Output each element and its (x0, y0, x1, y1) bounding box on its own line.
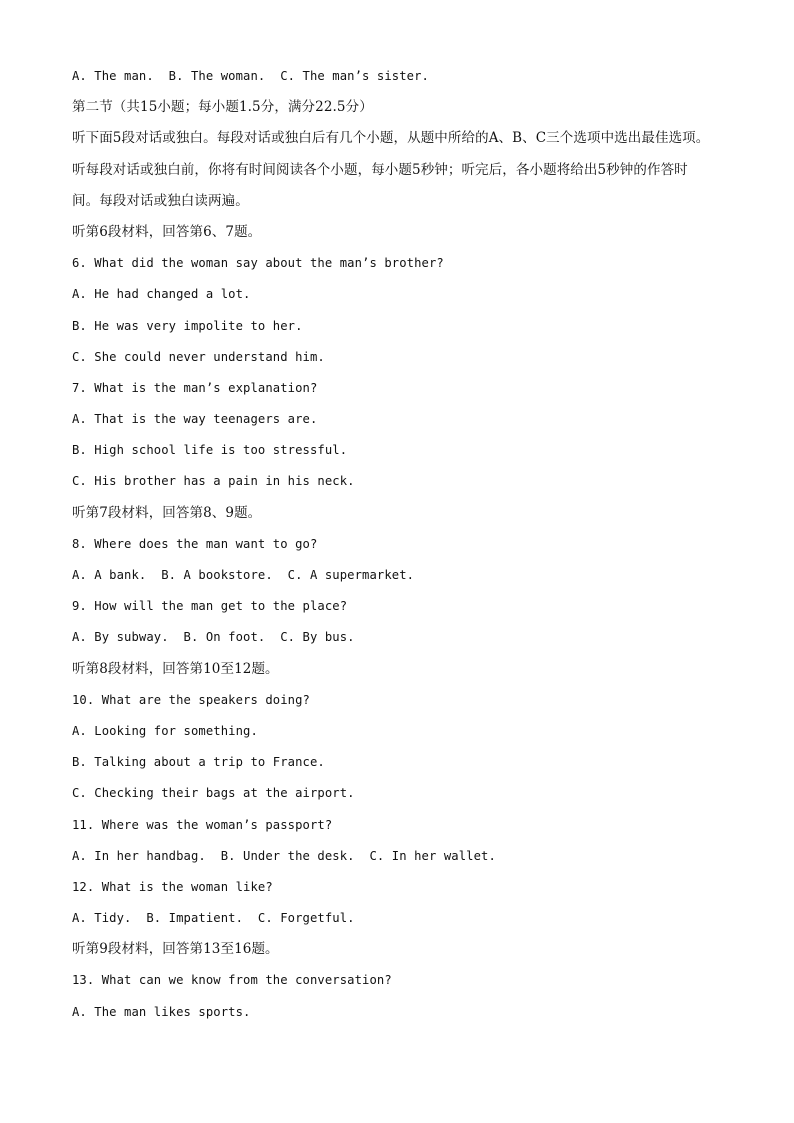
option-line: A. Tidy. B. Impatient. C. Forgetful. (72, 911, 355, 926)
option-line: B. Talking about a trip to France. (72, 755, 325, 770)
option-line: A. That is the way teenagers are. (72, 412, 318, 427)
question-10: 10. What are the speakers doing? (72, 692, 310, 707)
question-11: 11. Where was the woman’s passport? (72, 817, 333, 832)
text-line: A. The man. B. The woman. C. The man’s sister. (72, 69, 429, 83)
question-9: 9. How will the man get to the place? (72, 599, 348, 614)
option-line: A. By subway. B. On foot. C. By bus. (72, 630, 355, 645)
option-line: C. She could never understand him. (72, 349, 325, 364)
option-line: B. High school life is too stressful. (72, 443, 348, 458)
question-7: 7. What is the man’s explanation? (72, 380, 318, 395)
material-heading: 听第9段材料，回答第13至16题。 (72, 941, 279, 958)
option-line: A. Looking for something. (72, 723, 258, 738)
option-line: B. He was very impolite to her. (72, 318, 303, 333)
option-line: A. In her handbag. B. Under the desk. C. In her wallet. (72, 848, 496, 863)
option-line: A. The man likes sports. (72, 1004, 251, 1019)
option-line: C. Checking their bags at the airport. (72, 786, 355, 801)
option-line: A. A bank. B. A bookstore. C. A supermarket. (72, 568, 415, 582)
instruction-line: 听每段对话或独白前，你将有时间阅读各个小题，每小题5秒钟；听完后，各小题将给出5秒钟的作答时 (72, 161, 688, 178)
question-8: 8. Where does the man want to go? (72, 536, 318, 551)
material-heading: 听第6段材料，回答第6、7题。 (72, 223, 262, 240)
instruction-line: 听下面5段对话或独白。每段对话或独白后有几个小题，从题中所给的A、B、C三个选项中选出最佳选项。 (72, 130, 710, 147)
question-6: 6. What did the woman say about the man’s brother? (72, 256, 444, 271)
option-line: C. His brother has a pain in his neck. (72, 474, 355, 489)
instruction-line: 间。每段对话或独白读两遍。 (72, 192, 249, 209)
material-heading: 听第8段材料，回答第10至12题。 (72, 660, 279, 677)
question-12: 12. What is the woman like? (72, 879, 273, 894)
document-page (72, 64, 752, 1031)
option-line: A. He had changed a lot. (72, 287, 251, 302)
section-heading: 第二节（共15小题；每小题1.5分，满分22.5分） (72, 99, 373, 116)
material-heading: 听第7段材料，回答第8、9题。 (72, 504, 262, 521)
question-13: 13. What can we know from the conversation? (72, 973, 392, 988)
